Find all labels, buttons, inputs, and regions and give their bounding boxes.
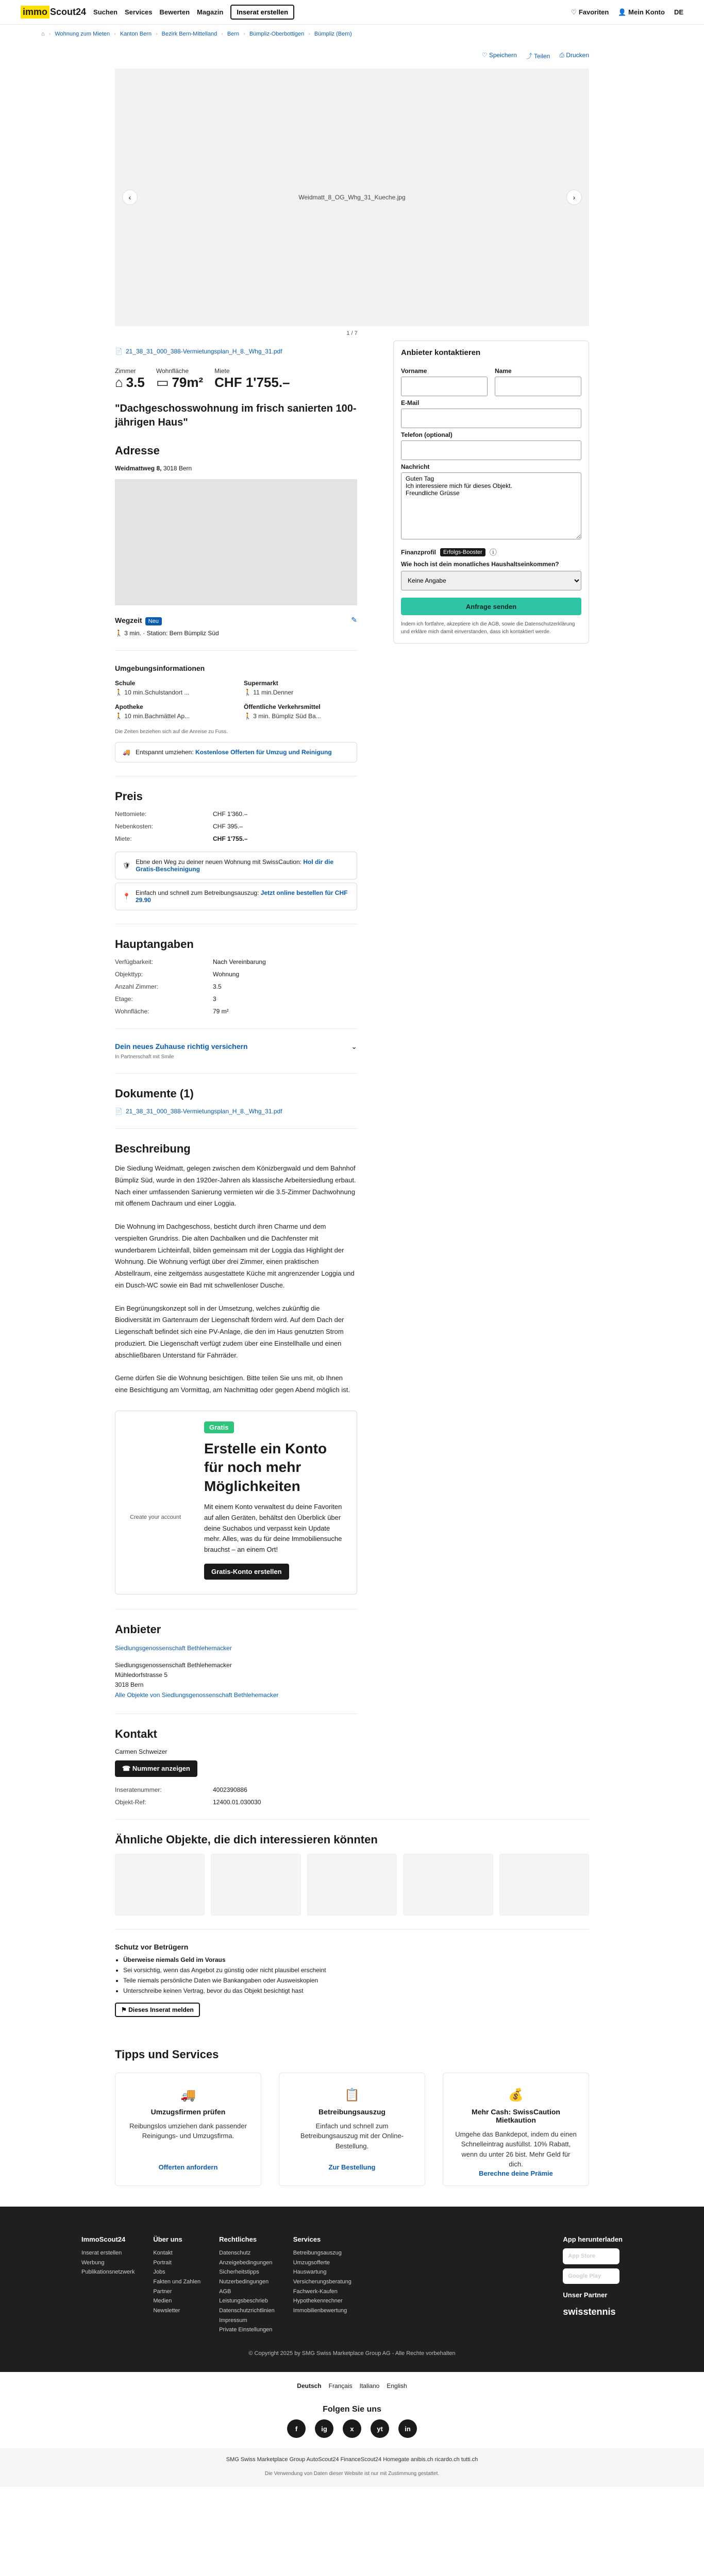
- info-icon[interactable]: ⓘ: [489, 548, 497, 556]
- favorites-link[interactable]: ♡ Favoriten: [571, 8, 609, 16]
- partner-logo[interactable]: swisstennis: [563, 2307, 616, 2317]
- rooms-value: 3.5: [126, 375, 145, 390]
- transit-icon: 🚶: [244, 713, 252, 720]
- listing-main: 📄 21_38_31_000_388-Vermietungsplan_H_8._Whg_31.pdf Zimmer ⌂ 3.5 Wohnfläche ▭ 79m² Miete CHF 1'755.– "Dachgeschosswohnung im frisch sanierten 100-jährigen Haus" Adresse Weidmattweg 8, 3018 Bern Wegzeit Neu ✎ 🚶 3 min. · Station: Bern Bümpliz Süd Umgebungsinformationen Schule 🚶 10 min.Schulstandort ... Supermarkt 🚶 11 min.Denner Apotheke 🚶 10 min.Bachmättel Ap... Öffentliche Verkehrsmittel 🚶 3 min. Bümpliz Süd Ba... Die Zeiten beziehen sich auf die Anreise zu Fuss. 🚚 Entspannt umziehen: Kostenlose Offerten für Umzug und Reinigung Preis Nettomiete: CHF 1'360.– Nebenkosten: CHF 395.– Miete: CHF 1'755.– 🛡 Ebne den Weg zu deiner neuen Wohnung mit SwissCaution: Hol dir die Gratis-Bescheinigung 📍 Einfach und schnell zum Betreibungsauszug: Jetzt online bestellen für CHF 29.90 Hauptangaben Verfügbarkeit: Nach Vereinbarung Objekttyp: Wohnung Anzahl Zimmer: 3.5 Etage: 3 Wohnfläche: 79 m² Dein neues Zuhause richtig versichern ⌄ In Partnerschaft mit Smile Dokumente (1) 📄 21_38_31_000_388-Vermietungsplan_H_8._Whg_31.pdf Beschreibung Die Siedlung Weidmatt, gelegen zwischen dem Könizbergwald und dem Bahnhof Bümpliz Süd, wurde in den 1920er-Jahren als klassische Arbeitersiedlung erbaut. Nach einer umfassenden Sanierung vermieten wir die 3.5-Zimmer Dachwohnung mit offenem Dachraum und einer Loggia. Die Wohnung im Dachgeschoss, besticht durch ihren Charme und dem verspielten Grundriss. Die alten Dachbalken und die Dachfenster mit wunderbarem Lichteinfall, bilden gemeinsam mit der Loggia das Highlight der Wohnung. Die Wohnung verfügt über drei Zimmer, einen praktischen Abstellraum, eine zeitgemäss ausgestattete Küche mit angrenzender Loggia und ein Dusch-WC sowie ein Bad mit schwellenloser Dusche. Ein Begrünungskonzept soll in der Umsetzung, welches zukünftig die Biodiversität im Gartenraum der Liegenschaft fördern wird. Auf dem Dach der Liegenschaft befindet sich eine PV-Anlage, die den im Haus genutzten Strom produziert. Die Liegenschaft verfügt zudem über eine Einstellhalle und einen abschließbaren Unterstand für Fahrräder. Gerne dürfen Sie die Wohnung besichtigen. Bitte teilen Sie uns mit, ob Ihnen eine Besichtigung am Vormittag, am Nachmittag oder gegen Abend möglich ist. Create your account Gratis Erstelle ein Konto für noch mehr Möglichkeiten Mit einem Konto verwaltest du deine Favoriten auf allen Geräten, behältst den Überblick über deine Suchabos und verpasst kein Update mehr. Alles, was du für deine Immobiliensuche brauchst – an einem Ort! Gratis-Konto erstellen Anbieter Siedlungsgenossenschaft Bethlehemacker Siedlungsgenossenschaft Bethlehemacker Mühledorfstrasse 5 3018 Bern Alle Objekte von Siedlungsgenossenschaft Bethlehemacker Kontakt Carmen Schweizer ☎ Nummer anzeigen Inseratenummer: 4002390886 Objekt-Ref: 12400.01.030030: [115, 348, 357, 1806]
- send-inquiry-button[interactable]: Anfrage senden: [401, 598, 581, 615]
- breadcrumb-item[interactable]: Wohnung zum Mieten: [55, 31, 110, 37]
- social-links: Folgen Sie uns f ig x yt in: [0, 2400, 704, 2448]
- listing-title: "Dachgeschosswohnung im frisch sanierten 100-jährigen Haus": [115, 403, 357, 428]
- create-listing-button[interactable]: Inserat erstellen: [230, 5, 294, 20]
- contact-sidebar: [393, 341, 589, 1806]
- heart-icon: ♡: [481, 52, 488, 59]
- show-number-button[interactable]: ☎ Nummer anzeigen: [115, 1760, 197, 1777]
- linkedin-icon[interactable]: in: [398, 2419, 417, 2438]
- pin-icon: 📍: [123, 893, 130, 900]
- breadcrumb-item[interactable]: Bümpliz (Bern): [314, 31, 352, 37]
- similar-card[interactable]: [211, 1854, 300, 1916]
- tip-card: 📋 Betreibungsauszug Einfach und schnell zum Betreibungsauszug mit der Online-Bestellung. Zur Bestellung: [279, 2073, 425, 2186]
- key-facts: Zimmer ⌂ 3.5 Wohnfläche ▭ 79m² Miete CHF 1'755.–: [115, 367, 290, 390]
- chevron-right-icon[interactable]: ›: [566, 190, 582, 205]
- insurance-accordion[interactable]: Dein neues Zuhause richtig versichern ⌄: [115, 1042, 357, 1050]
- account-promo: Create your account Gratis Erstelle ein Konto für noch mehr Möglichkeiten Mit einem Konto verwaltest du deine Favoriten auf allen Geräten, behältst den Überblick über deine Suchabos und verpasst kein Update mehr. Alles, was du für deine Immobiliensuche brauchst – an einem Ort! Gratis-Konto erstellen: [115, 1411, 357, 1595]
- breadcrumb-item[interactable]: Bümpliz-Oberbottigen: [249, 31, 305, 37]
- tip-card: 💰 Mehr Cash: SwissCaution Mietkaution Umgehe das Bankdepot, indem du einen Schnelleintrag ausfüllst. 10% Rabatt, wenn du unter 26 bist. Mehr Geld für dich. Berechne deine Prämie: [443, 2073, 589, 2186]
- similar-card[interactable]: [403, 1854, 493, 1916]
- location-map[interactable]: [115, 479, 357, 605]
- main-info-table: Verfügbarkeit: Nach Vereinbarung Objekttyp: Wohnung Anzahl Zimmer: 3.5 Etage: 3 Wohnfläche: 79 m²: [115, 958, 266, 1015]
- email-input[interactable]: [401, 409, 581, 428]
- youtube-icon[interactable]: yt: [371, 2419, 389, 2438]
- moving-promo[interactable]: 🚚 Entspannt umziehen: Kostenlose Offerten für Umzug und Reinigung: [115, 742, 357, 762]
- nav-item-suchen[interactable]: Suchen: [93, 8, 118, 16]
- area-icon: ▭: [156, 375, 169, 390]
- footer: ImmoScout24 Inserat erstellen Werbung Publikationsnetzwerk Über uns Kontakt Portrait Jobs Fakten und Zahlen Partner Medien Newsletter Rechtliches Datenschutz Anzeigebedingungen Sicherheitstipps Nutzerbedingungen AGB Leistungsbeschrieb Datenschutzrichtlinien Impressum Private Einstellungen Services Betreibungsauszug Umzugsofferte Hauswartung Versicherungsberatung Fachwerk-Kaufen Hypothekenrechner Immobilienbewertung App herunterladen App Store Google Play Unser Partner swisstennis © Copyright 2025 by SMG Swiss Marketplace Group AG - Alle Rechte vorbehalten: [0, 2207, 704, 2372]
- heart-icon: ♡: [571, 8, 577, 16]
- amenities-grid: Schule 🚶 10 min.Schulstandort ... Supermarkt 🚶 11 min.Denner Apotheke 🚶 10 min.Bachmättel Ap... Öffentliche Verkehrsmittel 🚶 3 min. Bümpliz Süd Ba...: [115, 680, 321, 720]
- phone-icon: ☎: [122, 1764, 131, 1772]
- similar-card[interactable]: [499, 1854, 589, 1916]
- user-icon: 👤: [618, 8, 627, 16]
- shield-icon: 🛡: [123, 862, 131, 869]
- share-icon: ⤴: [526, 53, 532, 60]
- facebook-icon[interactable]: f: [287, 2419, 306, 2438]
- chevron-left-icon[interactable]: ‹: [122, 190, 138, 205]
- breadcrumb-item[interactable]: Kanton Bern: [120, 31, 152, 37]
- firstname-input[interactable]: [401, 377, 488, 396]
- language-switcher: Deutsch Français Italiano English: [0, 2372, 704, 2400]
- document-icon: 📋: [344, 2088, 360, 2102]
- rooms-icon: ⌂: [115, 375, 123, 390]
- report-listing-button[interactable]: ⚑ Dieses Inserat melden: [115, 2003, 200, 2017]
- chevron-down-icon: ⌄: [351, 1042, 357, 1050]
- debt-extract-promo[interactable]: 📍 Einfach und schnell zum Betreibungsauszug: Jetzt online bestellen für CHF 29.90: [115, 883, 357, 910]
- provider-objects-link[interactable]: Alle Objekte von Siedlungsgenossenschaft Bethlehemacker: [115, 1691, 279, 1699]
- account-image: Create your account: [130, 1514, 181, 1520]
- new-badge: Neu: [145, 617, 162, 625]
- instagram-icon[interactable]: ig: [315, 2419, 333, 2438]
- breadcrumb-item[interactable]: Bern: [227, 31, 240, 37]
- area-value: 79m²: [172, 375, 204, 390]
- price-table: Nettomiete: CHF 1'360.– Nebenkosten: CHF 395.– Miete: CHF 1'755.–: [115, 810, 248, 842]
- pdf-icon: 📄: [115, 1108, 123, 1115]
- image-gallery[interactable]: [115, 69, 589, 326]
- similar-card[interactable]: [307, 1854, 397, 1916]
- document-link[interactable]: 📄 21_38_31_000_388-Vermietungsplan_H_8._Whg_31.pdf: [115, 1108, 282, 1115]
- share-button[interactable]: ⤴ Teilen: [526, 53, 550, 60]
- breadcrumb: ⌂ › Wohnung zum Mieten › Kanton Bern › Bezirk Bern-Mittelland › Bern › Bümpliz-Oberbottigen › Bümpliz (Bern): [41, 31, 352, 37]
- nav-item-magazin[interactable]: Magazin: [197, 8, 224, 16]
- fraud-tips: • Überweise niemals Geld im Voraus • Sei vorsichtig, wenn das Angebot zu günstig oder nicht plausibel erscheint • Teile niemals persönliche Daten wie Bankangaben oder Ausweiskopien • Unterschreibe keinen Vertrag, bevor du das Objekt besichtigt hast: [115, 1956, 589, 1994]
- print-button[interactable]: ⎙ Drucken: [559, 52, 589, 59]
- floorplan-pdf-link[interactable]: 📄 21_38_31_000_388-Vermietungsplan_H_8._Whg_31.pdf: [115, 348, 282, 355]
- print-icon: ⎙: [559, 52, 564, 59]
- google-play-button[interactable]: Google Play: [563, 2268, 619, 2284]
- main-nav: [93, 8, 223, 16]
- create-account-button[interactable]: Gratis-Konto erstellen: [204, 1564, 289, 1580]
- similar-card[interactable]: [115, 1854, 205, 1916]
- account-link[interactable]: 👤 Mein Konto: [618, 8, 665, 16]
- language-select[interactable]: DE: [674, 8, 683, 16]
- school-icon: 🚶: [115, 689, 123, 696]
- message-textarea[interactable]: [401, 472, 581, 539]
- nav-item-bewerten[interactable]: Bewerten: [159, 8, 190, 16]
- x-icon[interactable]: x: [343, 2419, 361, 2438]
- pharmacy-icon: 🚶: [115, 713, 123, 720]
- rent-value: CHF 1'755.–: [214, 375, 290, 390]
- group-bar: SMG Swiss Marketplace Group AutoScout24 FinanceScout24 Homegate anibis.ch ricardo.ch tutti.ch: [0, 2448, 704, 2471]
- home-icon[interactable]: ⌂: [41, 31, 45, 37]
- lastname-input[interactable]: [495, 377, 581, 396]
- provider-logo[interactable]: Siedlungsgenossenschaft Bethlehemacker: [115, 1644, 232, 1652]
- listing-actions: [115, 43, 589, 69]
- save-button[interactable]: ♡ Speichern: [481, 52, 517, 59]
- booster-badge: Erfolgs-Booster: [440, 548, 485, 556]
- similar-listings: [115, 1854, 589, 1916]
- partner-logo: Smile: [161, 1054, 174, 1060]
- contact-form: Anbieter kontaktieren Vorname Name E-Mail Telefon (optional) Nachricht Guten Tag Ich interessiere mich für dieses Objekt. Freundliche Grüsse Finanzprofil Erfolgs-Booster ⓘ Wie hoch ist dein monatliches Haushaltseinkommen? Keine Angabe Anfrage senden Indem ich fortfahre, akzeptiere ich die AGB, sowie die Datenschutzerklärung und erkläre mich damit einverstanden, dass ich kontaktiert werde.: [393, 341, 589, 643]
- walk-icon: 🚶: [115, 630, 123, 637]
- top-header: [0, 0, 704, 25]
- edit-icon[interactable]: ✎: [351, 616, 357, 624]
- address-heading: Adresse: [115, 444, 160, 457]
- phone-input[interactable]: [401, 440, 581, 460]
- gratis-badge: Gratis: [204, 1421, 234, 1433]
- breadcrumb-item[interactable]: Bezirk Bern-Mittelland: [161, 31, 217, 37]
- truck-icon: 🚚: [180, 2088, 196, 2102]
- description: Beschreibung Die Siedlung Weidmatt, gelegen zwischen dem Könizbergwald und dem Bahnhof Bümpliz Süd, wurde in den 1920er-Jahren als klassische Arbeitersiedlung erbaut. Nach einer umfassenden Sanierung vermieten wir die 3.5-Zimmer Dachwohnung mit offenem Dachraum und einer Loggia. Die Wohnung im Dachgeschoss, besticht durch ihren Charme und dem verspielten Grundriss. Die alten Dachbalken und die Dachfenster mit wunderbarem Lichteinfall, bilden gemeinsam mit der Loggia das Highlight der Wohnung. Die Wohnung verfügt über drei Zimmer, einen praktischen Abstellraum, eine zeitgemäss ausgestattete Küche mit angrenzender Loggia und ein Dusch-WC sowie ein Bad mit schwellenloser Dusche. Ein Begrünungskonzept soll in der Umsetzung, welches zukünftig die Biodiversität im Gartenraum der Liegenschaft fördern wird. Auf dem Dach der Liegenschaft befindet sich eine PV-Anlage, die den im Haus genutzten Strom produziert. Die Liegenschaft verfügt zudem über eine Einstellhalle und einen abschließbaren Unterstand für Fahrräder. Gerne dürfen Sie die Wohnung besichtigen. Bitte teilen Sie uns mit, ob Ihnen eine Besichtigung am Vormittag, am Nachmittag oder gegen Abend möglich ist.: [115, 1142, 356, 1394]
- logo[interactable]: immo Scout24: [21, 6, 86, 19]
- swisscaution-promo[interactable]: 🛡 Ebne den Weg zu deiner neuen Wohnung mit SwissCaution: Hol dir die Gratis-Bescheinigung: [115, 852, 357, 879]
- money-icon: 💰: [508, 2088, 524, 2102]
- market-icon: 🚶: [244, 689, 252, 696]
- app-store-button[interactable]: App Store: [563, 2248, 619, 2264]
- pdf-icon: 📄: [115, 348, 123, 355]
- tips-services: [115, 2073, 589, 2186]
- gallery-counter: 1 / 7: [346, 330, 358, 336]
- tip-card: 🚚 Umzugsfirmen prüfen Reibungslos umziehen dank passender Reinigungs- und Umzugsfirma. Offerten anfordern: [115, 2073, 261, 2186]
- truck-icon: 🚚: [123, 749, 130, 756]
- flag-icon: ⚑: [121, 2006, 127, 2013]
- income-select[interactable]: [401, 571, 581, 590]
- gallery-image-caption: Weidmatt_8_OG_Whg_31_Kueche.jpg: [298, 194, 406, 201]
- nav-item-services[interactable]: Services: [125, 8, 153, 16]
